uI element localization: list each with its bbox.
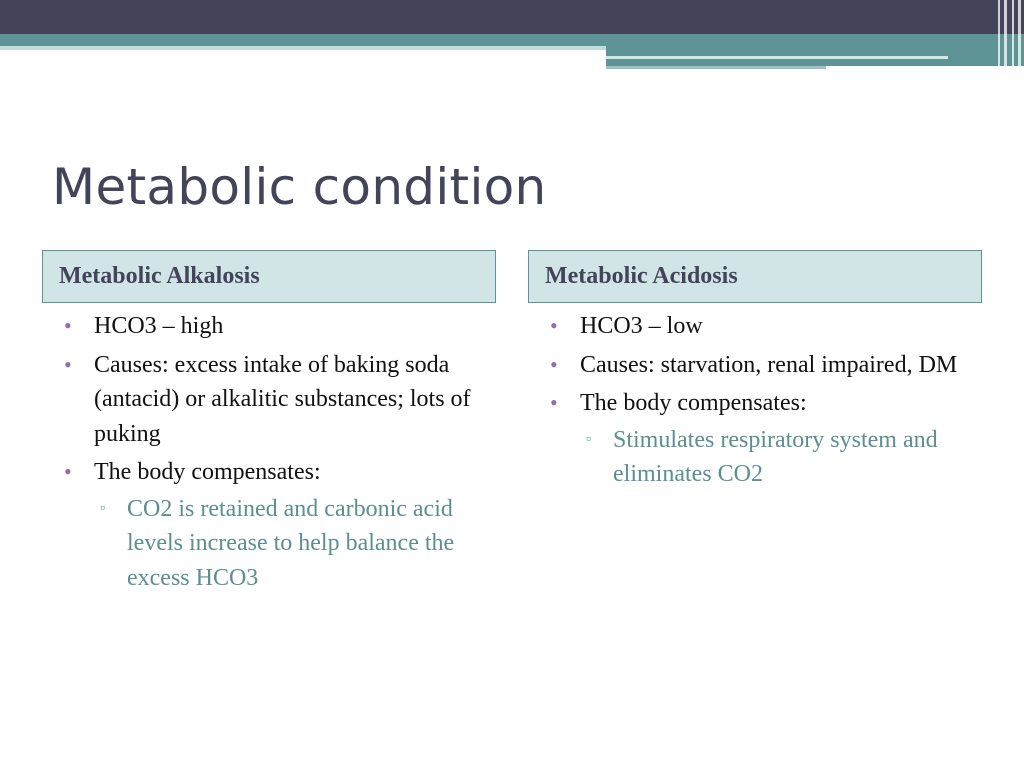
bullet-text: HCO3 – high	[94, 313, 224, 339]
sub-bullet-icon: ▫	[586, 431, 591, 447]
bullet-list	[42, 309, 496, 595]
bullet-icon: •	[64, 313, 72, 338]
list-item	[42, 455, 496, 595]
column-heading: Metabolic Acidosis	[528, 250, 982, 303]
list-item	[42, 309, 496, 344]
sub-bullet-list	[94, 492, 496, 596]
sub-bullet-icon: ▫	[100, 500, 105, 516]
column-alkalosis	[42, 250, 496, 599]
header-vertical-stripes	[994, 0, 1024, 70]
bullet-text: The body compensates:	[94, 459, 321, 485]
sub-list-item	[42, 492, 496, 596]
bullet-list	[528, 309, 982, 492]
sub-bullet-list	[580, 423, 982, 492]
list-item	[528, 348, 982, 383]
header-band-dark	[0, 0, 1024, 34]
bullet-text: Causes: starvation, renal impaired, DM	[580, 351, 958, 378]
column-acidosis	[528, 250, 982, 496]
header-thin-line	[606, 66, 826, 69]
list-item	[528, 309, 982, 344]
header-band-pale	[0, 46, 606, 50]
header-band-teal	[0, 34, 1024, 46]
sub-bullet-text: CO2 is retained and carbonic acid levels increase to help balance the excess HCO3	[127, 495, 455, 591]
bullet-text: Causes: excess intake of baking soda (antacid) or alkalitic substances; lots of puking	[94, 351, 471, 447]
bullet-icon: •	[550, 351, 558, 377]
list-item	[528, 386, 982, 492]
bullet-text: The body compensates:	[580, 390, 807, 416]
bullet-icon: •	[64, 351, 72, 377]
slide-title: Metabolic condition	[52, 158, 547, 216]
column-heading: Metabolic Alkalosis	[42, 250, 496, 303]
bullet-icon: •	[550, 313, 558, 338]
sub-bullet-text: Stimulates respiratory system and eliminates CO2	[613, 426, 938, 487]
sub-list-item	[528, 423, 982, 492]
bullet-icon: •	[64, 459, 72, 484]
bullet-text: HCO3 – low	[580, 313, 703, 339]
header-thin-line	[606, 56, 948, 59]
bullet-icon: •	[550, 390, 558, 415]
list-item	[42, 348, 496, 452]
